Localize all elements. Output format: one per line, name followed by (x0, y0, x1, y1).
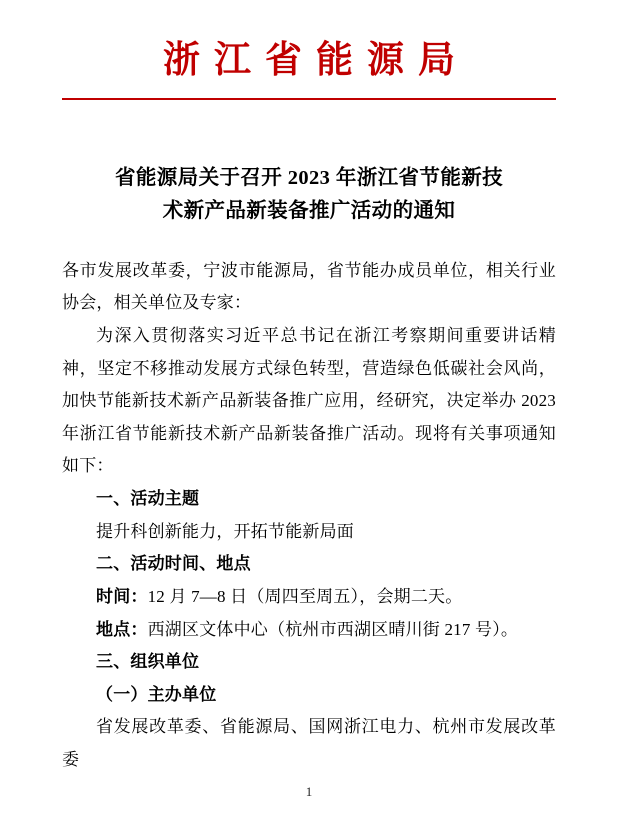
page-number: 1 (305, 784, 313, 799)
event-time-value: 12 月 7—8 日（周四至周五），会期二天。 (147, 586, 463, 606)
event-place-label: 地点： (96, 619, 148, 639)
masthead-title: 浙江省能源局 (163, 40, 469, 81)
section-3-heading: 三、组织单位 (96, 652, 200, 672)
document-body (62, 255, 556, 777)
event-place-row (62, 614, 556, 647)
page-title-line-1: 省能源局关于召开 2023 年浙江省节能新技 (114, 167, 504, 190)
section-3-sub-1-text: 省发展改革委、省能源局、国网浙江电力、杭州市发展改革委 (62, 717, 556, 770)
page-title-line-2: 术新产品新装备推广活动的通知 (162, 200, 456, 223)
page-title (62, 162, 556, 228)
event-time-row (62, 581, 556, 614)
section-2-heading: 二、活动时间、地点 (96, 554, 251, 574)
masthead (62, 0, 556, 100)
masthead-divider (62, 98, 556, 100)
section-1-heading: 一、活动主题 (96, 489, 200, 509)
section-3-sub-1-heading: （一）主办单位 (96, 684, 217, 704)
event-time-label: 时间： (96, 586, 148, 606)
addressee-paragraph: 各市发展改革委，宁波市能源局，省节能办成员单位，相关行业协会，相关单位及专家： (62, 260, 556, 313)
intro-paragraph: 为深入贯彻落实习近平总书记在浙江考察期间重要讲话精神，坚定不移推动发展方式绿色转型，营造绿色低碳社会风尚，加快节能新技术新产品新装备推广应用，经研究，决定举办 2023 年浙江省节能新技术新产品新装备推广活动。现将有关事项通知如下： (62, 325, 556, 476)
event-place-value: 西湖区文体中心（杭州市西湖区晴川街 217 号）。 (147, 619, 519, 639)
section-1-text: 提升科创新能力，开拓节能新局面 (96, 521, 354, 541)
